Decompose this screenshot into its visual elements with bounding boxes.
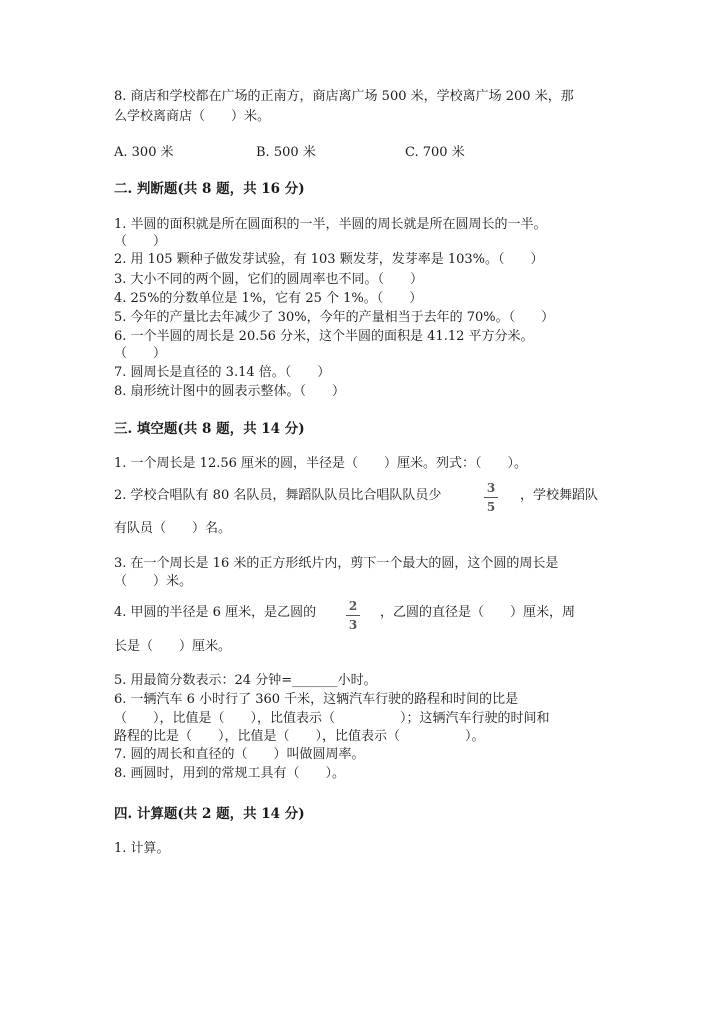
section-3-heading: 三. 填空题(共 8 题，共 14 分): [114, 421, 305, 437]
fill-item-2-part1: 2. 学校合唱队有 80 名队员，舞蹈队队员比合唱队队员少: [114, 488, 442, 503]
fraction-numerator: 3: [486, 481, 496, 495]
section-2-heading: 二. 判断题(共 8 题，共 16 分): [114, 181, 305, 197]
fraction-three-fifths: [484, 481, 498, 514]
fill-item-6-line2: （ ），比值是（ ），比值表示（ ）；这辆汽车行驶的时间和: [114, 711, 550, 726]
q8-line-2: 么学校离商店（ ）米。: [114, 109, 271, 124]
fill-item-7: 7. 圆的周长和直径的（ ）叫做圆周率。: [114, 747, 365, 762]
judge-item-6-paren: （ ）: [114, 346, 167, 361]
judge-item-8: 8. 扇形统计图中的圆表示整体。（ ）: [114, 384, 346, 399]
judge-item-1-paren: （ ）: [114, 234, 167, 249]
fill-item-4-part2: ，乙圆的直径是（ ）厘米，周: [380, 605, 576, 620]
fraction-denominator: 3: [348, 618, 358, 632]
fraction-bar: [346, 615, 360, 616]
fill-item-4-line2: 长是（ ）厘米。: [114, 639, 232, 654]
fraction-numerator: 2: [348, 599, 358, 613]
fill-item-6-line1: 6. 一辆汽车 6 小时行了 360 千米，这辆汽车行驶的路程和时间的比是: [114, 692, 519, 707]
fill-item-3-line1: 3. 在一个周长是 16 米的正方形纸片内，剪下一个最大的圆，这个圆的周长是: [114, 556, 559, 571]
fill-item-5: 5. 用最简分数表示：24 分钟=_______小时。: [114, 673, 377, 688]
judge-item-4: 4. 25%的分数单位是 1%，它有 25 个 1%。（ ）: [114, 291, 423, 306]
fill-item-4-part1: 4. 甲圆的半径是 6 厘米，是乙圆的: [114, 605, 317, 620]
fraction-bar: [484, 497, 498, 498]
judge-item-6: 6. 一个半圆的周长是 20.56 分米，这个半圆的面积是 41.12 平方分米。: [114, 329, 534, 344]
fraction-two-thirds: [346, 599, 360, 632]
fill-item-8: 8. 画圆时，用到的常规工具有（ ）。: [114, 766, 346, 781]
fill-item-2-part2: ，学校舞蹈队: [520, 488, 599, 503]
fill-item-6-line3: 路程的比是（ ），比值是（ ），比值表示（ ）。: [114, 729, 485, 744]
judge-item-7: 7. 圆周长是直径的 3.14 倍。（ ）: [114, 365, 331, 380]
calc-item-1: 1. 计算。: [114, 841, 170, 856]
q8-option-b: B. 500 米: [256, 145, 316, 160]
q8-option-c: C. 700 米: [405, 145, 465, 160]
fraction-denominator: 5: [486, 500, 496, 514]
judge-item-3: 3. 大小不同的两个圆，它们的圆周率也不同。（ ）: [114, 272, 424, 287]
fill-item-3-line2: （ ）米。: [114, 574, 193, 589]
judge-item-2: 2. 用 105 颗种子做发芽试验，有 103 颗发芽，发芽率是 103%。（ ）: [114, 252, 544, 267]
fill-item-2-line2: 有队员（ ）名。: [114, 521, 232, 536]
judge-item-5: 5. 今年的产量比去年减少了 30%，今年的产量相当于去年的 70%。（ ）: [114, 310, 555, 325]
section-4-heading: 四. 计算题(共 2 题，共 14 分): [114, 806, 305, 822]
q8-line-1: 8. 商店和学校都在广场的正南方，商店离广场 500 米，学校离广场 200 米，那: [114, 89, 574, 104]
fill-item-1: 1. 一个周长是 12.56 厘米的圆，半径是（ ）厘米。列式：（ ）。: [114, 456, 528, 471]
q8-option-a: A. 300 米: [114, 145, 174, 160]
judge-item-1: 1. 半圆的面积就是所在圆面积的一半，半圆的周长就是所在圆周长的一半。: [114, 217, 547, 232]
